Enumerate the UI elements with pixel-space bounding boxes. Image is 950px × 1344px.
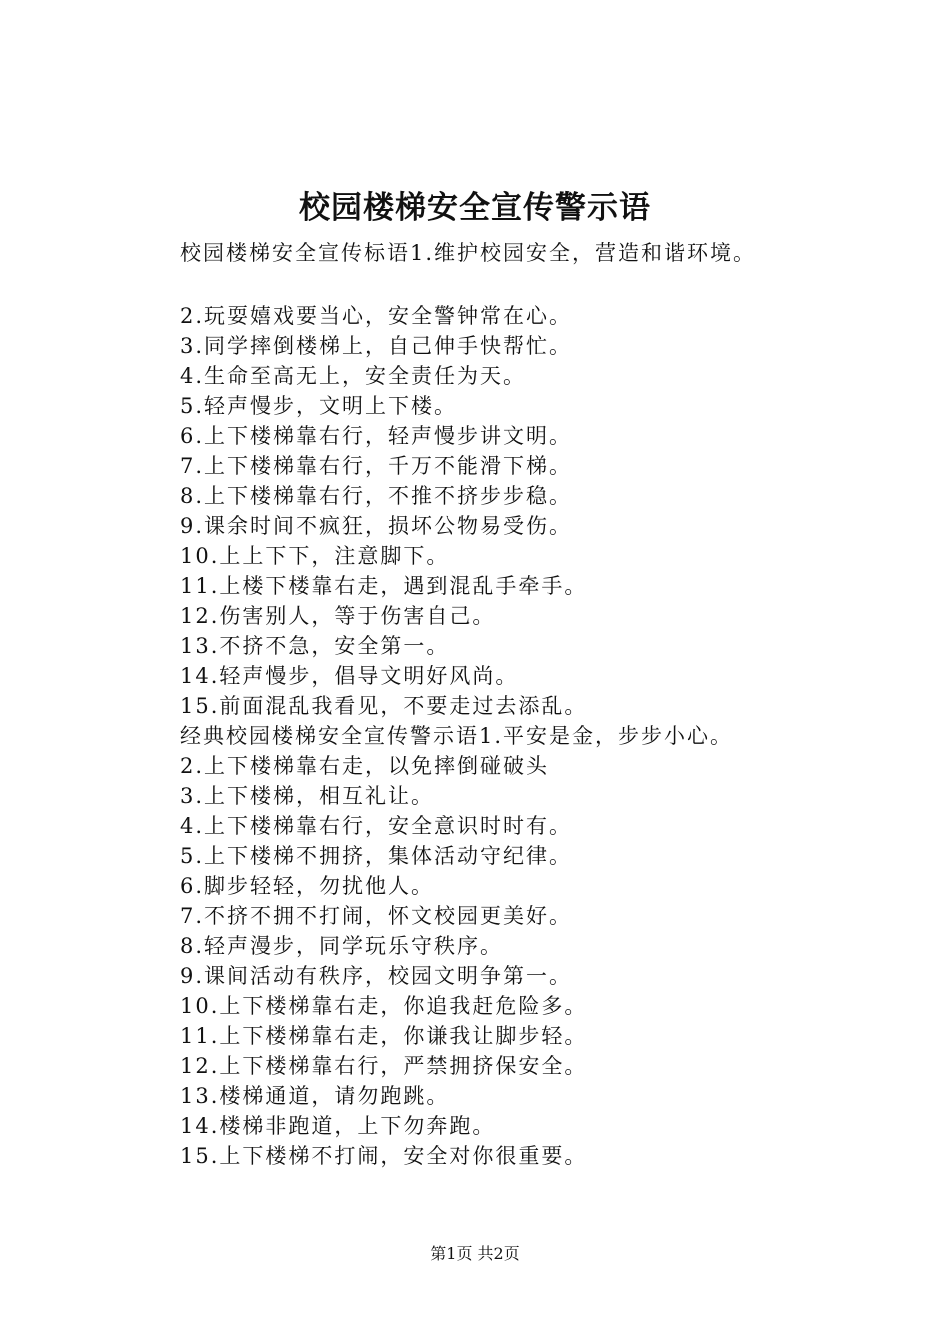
text-line: 12.伤害别人，等于伤害自己。 <box>180 604 496 628</box>
text-line: 2.上下楼梯靠右走，以免摔倒碰破头 <box>180 754 550 778</box>
text-line: 15.上下楼梯不打闹，安全对你很重要。 <box>180 1144 588 1168</box>
document-body <box>180 238 900 1171</box>
text-line: 15.前面混乱我看见，不要走过去添乱。 <box>180 694 588 718</box>
text-line: 9.课余时间不疯狂，损坏公物易受伤。 <box>180 514 573 538</box>
text-line: 8.上下楼梯靠右行，不推不挤步步稳。 <box>180 484 573 508</box>
text-line: 经典校园楼梯安全宣传警示语1.平安是金，步步小心。 <box>180 724 734 748</box>
page-footer: 第1页 共2页 <box>430 1244 520 1263</box>
text-line: 6.上下楼梯靠右行，轻声慢步讲文明。 <box>180 424 573 448</box>
text-line: 7.上下楼梯靠右行，千万不能滑下梯。 <box>180 454 573 478</box>
text-line: 14.轻声慢步，倡导文明好风尚。 <box>180 664 519 688</box>
text-line: 10.上下楼梯靠右走，你追我赶危险多。 <box>180 994 588 1018</box>
text-line: 5.上下楼梯不拥挤，集体活动守纪律。 <box>180 844 573 868</box>
text-line: 8.轻声漫步，同学玩乐守秩序。 <box>180 934 504 958</box>
document-title: 校园楼梯安全宣传警示语 <box>299 190 651 226</box>
text-line: 5.轻声慢步，文明上下楼。 <box>180 394 458 418</box>
text-line: 6.脚步轻轻，勿扰他人。 <box>180 874 435 898</box>
text-line: 11.上下楼梯靠右走，你谦我让脚步轻。 <box>180 1024 588 1048</box>
text-line: 9.课间活动有秩序，校园文明争第一。 <box>180 964 573 988</box>
text-line: 11.上楼下楼靠右走，遇到混乱手牵手。 <box>180 574 588 598</box>
text-line: 2.玩耍嬉戏要当心，安全警钟常在心。 <box>180 304 573 328</box>
text-line: 14.楼梯非跑道，上下勿奔跑。 <box>180 1114 496 1138</box>
text-line: 校园楼梯安全宣传标语1.维护校园安全，营造和谐环境。 <box>180 241 757 265</box>
text-line: 4.生命至高无上，安全责任为天。 <box>180 364 527 388</box>
text-line: 3.同学摔倒楼梯上，自己伸手快帮忙。 <box>180 334 573 358</box>
text-line: 13.不挤不急，安全第一。 <box>180 634 450 658</box>
text-line: 13.楼梯通道，请勿跑跳。 <box>180 1084 450 1108</box>
text-line: 10.上上下下，注意脚下。 <box>180 544 450 568</box>
text-line: 4.上下楼梯靠右行，安全意识时时有。 <box>180 814 573 838</box>
text-line: 12.上下楼梯靠右行，严禁拥挤保安全。 <box>180 1054 588 1078</box>
text-line: 7.不挤不拥不打闹，怀文校园更美好。 <box>180 904 573 928</box>
text-line: 3.上下楼梯，相互礼让。 <box>180 784 435 808</box>
